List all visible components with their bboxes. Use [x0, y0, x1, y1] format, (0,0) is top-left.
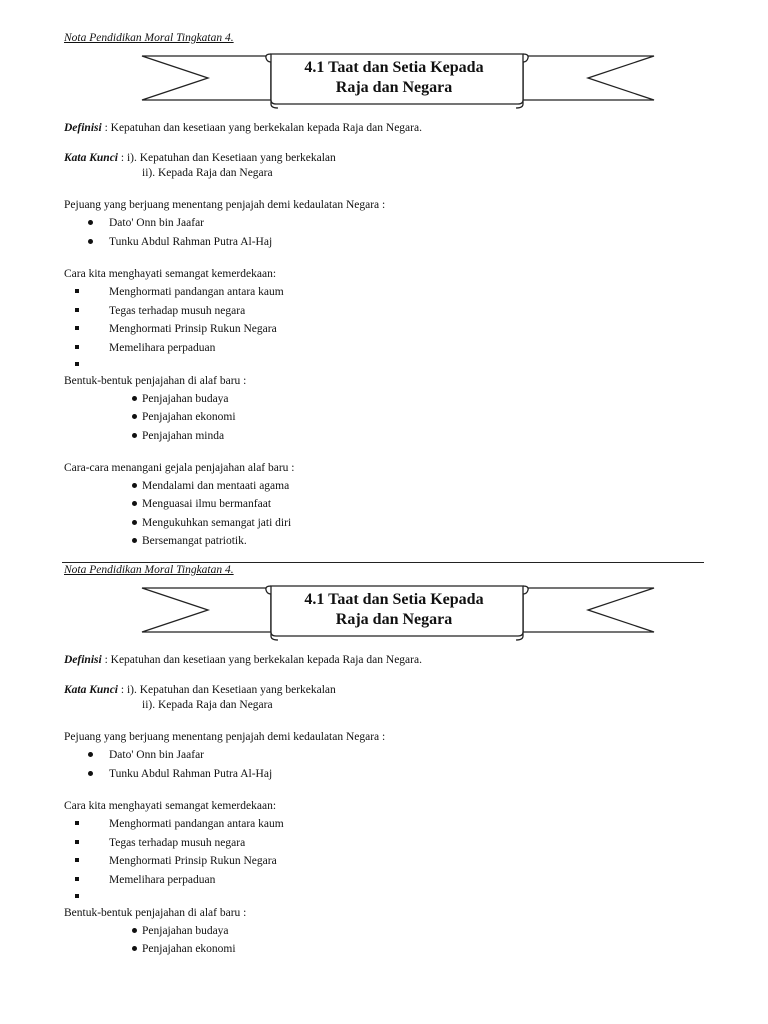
appreciation-heading: Cara kita menghayati semangat kemerdekaan: [64, 268, 277, 280]
list-item: Tunku Abdul Rahman Putra Al-Haj [109, 768, 273, 780]
handling-heading: Cara-cara menangani gejala penjajahan alaf baru : [64, 462, 295, 474]
keywords-label: Kata Kunci [64, 684, 119, 696]
list-item: Penjajahan budaya [142, 925, 229, 937]
list-item: Dato' Onn bin Jaafar [109, 217, 204, 229]
list-item: Menguasai ilmu bermanfaat [142, 498, 272, 510]
bullet-dot-icon [132, 433, 137, 438]
list-item: Tegas terhadap musuh negara [109, 305, 246, 317]
definition-label: Definisi [64, 122, 102, 134]
definition [64, 653, 422, 667]
list-item: Menghormati Prinsip Rukun Negara [109, 323, 277, 335]
list-item: Penjajahan minda [142, 430, 225, 442]
bullet-square-icon [75, 858, 79, 862]
keywords-label: Kata Kunci [64, 152, 119, 164]
keywords [64, 683, 336, 697]
banner-title-line2: Raja dan Negara [335, 79, 453, 96]
banner-title [271, 590, 517, 630]
fighters-heading: Pejuang yang berjuang menentang penjajah demi kedaulatan Negara : [64, 199, 386, 211]
keywords-line2: ii). Kepada Raja dan Negara [142, 167, 273, 179]
list-item: Mendalami dan mentaati agama [142, 480, 290, 492]
bullet-dot-icon [88, 752, 93, 757]
keywords-line2: ii). Kepada Raja dan Negara [142, 699, 273, 711]
list-item: Bersemangat patriotik. [142, 535, 247, 547]
bullet-square-icon [75, 821, 79, 825]
note-header: Nota Pendidikan Moral Tingkatan 4. [64, 32, 234, 44]
list-item: Penjajahan budaya [142, 393, 229, 405]
note-header: Nota Pendidikan Moral Tingkatan 4. [64, 564, 234, 576]
bullet-dot-icon [132, 520, 137, 525]
bullet-dot-icon [132, 501, 137, 506]
list-item: Menghormati Prinsip Rukun Negara [109, 855, 277, 867]
bullet-dot-icon [132, 538, 137, 543]
bullet-dot-icon [88, 771, 93, 776]
keywords-line1: : i). Kepatuhan dan Kesetiaan yang berkekalan [118, 684, 336, 696]
list-item: Tunku Abdul Rahman Putra Al-Haj [109, 236, 273, 248]
list-item: Memelihara perpaduan [109, 874, 216, 886]
list-item: Menghormati pandangan antara kaum [109, 818, 284, 830]
bullet-square-icon [75, 326, 79, 330]
banner-title-line1: 4.1 Taat dan Setia Kepada [304, 591, 484, 608]
list-item: Memelihara perpaduan [109, 342, 216, 354]
fighters-heading: Pejuang yang berjuang menentang penjajah demi kedaulatan Negara : [64, 731, 386, 743]
banner-title-line1: 4.1 Taat dan Setia Kepada [304, 59, 484, 76]
forms-heading: Bentuk-bentuk penjajahan di alaf baru : [64, 375, 247, 387]
page-divider [62, 562, 704, 563]
list-item: Tegas terhadap musuh negara [109, 837, 246, 849]
banner-title [271, 58, 517, 98]
definition-label: Definisi [64, 654, 102, 666]
bullet-square-icon [75, 840, 79, 844]
list-item: Mengukuhkan semangat jati diri [142, 517, 292, 529]
list-item: Penjajahan ekonomi [142, 943, 236, 955]
definition-text: : Kepatuhan dan kesetiaan yang berkekalan kepada Raja dan Negara. [101, 122, 422, 134]
keywords-line1: : i). Kepatuhan dan Kesetiaan yang berkekalan [118, 152, 336, 164]
keywords [64, 151, 336, 165]
banner-title-line2: Raja dan Negara [335, 611, 453, 628]
forms-heading: Bentuk-bentuk penjajahan di alaf baru : [64, 907, 247, 919]
list-item: Penjajahan ekonomi [142, 411, 236, 423]
bullet-square-icon [75, 308, 79, 312]
bullet-dot-icon [132, 928, 137, 933]
bullet-dot-icon [132, 396, 137, 401]
bullet-dot-icon [132, 946, 137, 951]
bullet-square-icon [75, 289, 79, 293]
appreciation-heading: Cara kita menghayati semangat kemerdekaan: [64, 800, 277, 812]
bullet-square-icon [75, 345, 79, 349]
definition [64, 121, 422, 135]
bullet-square-icon [75, 877, 79, 881]
bullet-square-icon [75, 362, 79, 366]
bullet-square-icon [75, 894, 79, 898]
bullet-dot-icon [132, 414, 137, 419]
bullet-dot-icon [132, 483, 137, 488]
bullet-dot-icon [88, 239, 93, 244]
list-item: Menghormati pandangan antara kaum [109, 286, 284, 298]
list-item: Dato' Onn bin Jaafar [109, 749, 204, 761]
definition-text: : Kepatuhan dan kesetiaan yang berkekalan kepada Raja dan Negara. [101, 654, 422, 666]
bullet-dot-icon [88, 220, 93, 225]
